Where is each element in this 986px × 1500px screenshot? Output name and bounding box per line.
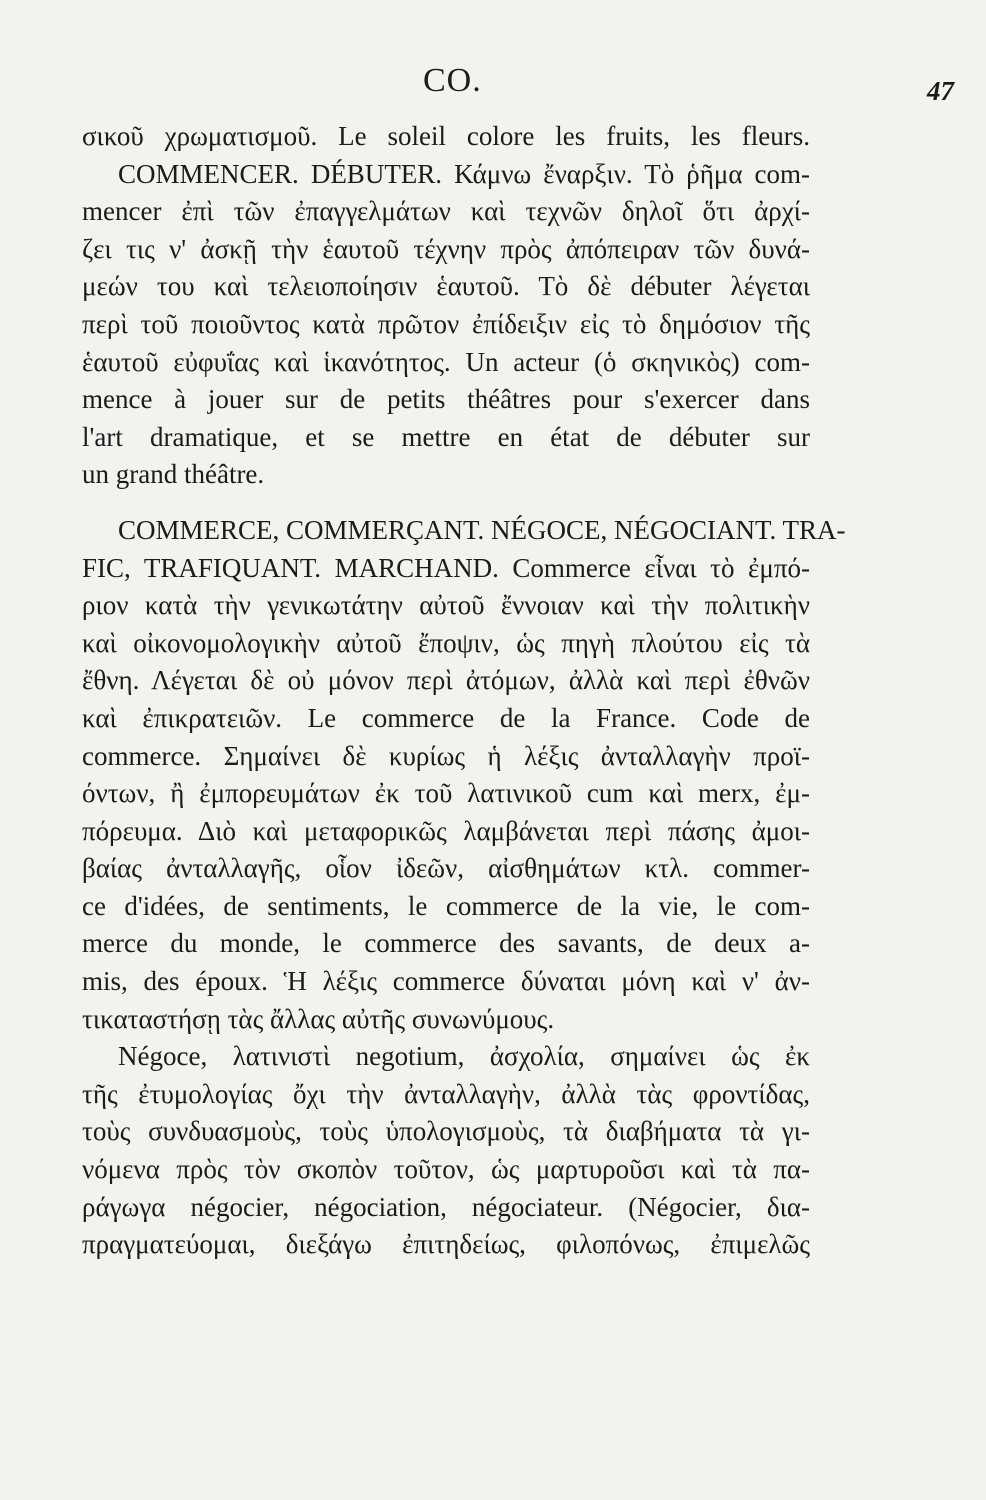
paragraph-gap [82,494,810,512]
text-line: τικαταστήσῃ τὰς ἄλλας αὐτῆς συνωνύμους. [82,1003,555,1034]
text-line: περὶ τοῦ ποιοῦντος κατὰ πρῶτον ἐπίδειξιν εἰς τὸ δημόσιον τῆς [82,308,810,339]
text-line: πραγματεύομαι, διεξάγω ἐπιτηδείως, φιλοπόνως, ἐπιμελῶς [82,1229,810,1260]
entry-headword-commerce: COMMERCE, COMMERÇANT. NÉGOCE, NÉGOCIANT. TRA- [118,514,846,545]
text-line: μεών του καὶ τελειοποίησιν ἑαυτοῦ. Τὸ δὲ débuter λέγεται [82,271,810,302]
page-number: 47 [927,76,954,106]
text-line: ἔθνη. Λέγεται δὲ οὐ μόνον περὶ ἀτόμων, ἀλλὰ καὶ περὶ ἐθνῶν [82,665,810,696]
text-line: merce du monde, le commerce des savants, de deux a- [82,928,810,959]
text-line: σικοῦ χρωματισμοῦ. Le soleil colore les fruits, les fleurs. [82,121,810,151]
text-line: ce d'idées, de sentiments, le commerce de la vie, le com- [82,890,810,921]
text-line: FIC, TRAFIQUANT. MARCHAND. Commerce εἶναι τὸ ἐμπό- [82,552,810,583]
text-line: τοὺς συνδυασμοὺς, τοὺς ὑπολογισμοὺς, τὰ διαβήματα τὰ γι- [82,1116,810,1147]
text-line: νόμενα πρὸς τὸν σκοπὸν τοῦτον, ὡς μαρτυροῦσι καὶ τὰ πα- [82,1154,810,1185]
text-line: καὶ ἐπικρατειῶν. Le commerce de la France. Code de [82,702,810,733]
text-line: mencer ἐπὶ τῶν ἐπαγγελμάτων καὶ τεχνῶν δηλοῖ ὅτι ἀρχί- [82,196,810,227]
text-line: ράγωγα négocier, négociation, négociateur. (Négocier, δια- [82,1191,810,1222]
text-line: καὶ οἰκονομολογικὴν αὐτοῦ ἔποψιν, ὡς πηγὴ πλούτου εἰς τὰ [82,627,810,658]
text-line: τῆς ἐτυμολογίας ὄχι τὴν ἀνταλλαγὴν, ἀλλὰ τὰς φροντίδας, [82,1078,810,1109]
text-line: όντων, ἢ ἐμπορευμάτων ἐκ τοῦ λατινικοῦ cum καὶ merx, ἐμ- [82,778,810,809]
text-line: un grand théâtre. [82,459,265,490]
text-line: βαίας ἀνταλλαγῆς, οἷον ἰδεῶν, αἰσθημάτων κτλ. commer- [82,853,810,884]
text-line: commerce. Σημαίνει δὲ κυρίως ἡ λέξις ἀνταλλαγὴν προϊ- [82,740,810,771]
text-line: mence à jouer sur de petits théâtres pour s'exercer dans [82,384,810,415]
text-line: ζει τις ν' ἀσκῇ τὴν ἑαυτοῦ τέχνην πρὸς ἀπόπειραν τῶν δυνά- [82,233,810,264]
paragraph-negoce: Négoce, λατινιστὶ negotium, ἀσχολία, σημαίνει ὡς ἐκ [118,1041,810,1072]
page-body [82,118,846,1264]
text-line: mis, des époux. Ἡ λέξις commerce δύναται μόνη καὶ ν' ἀν- [82,966,810,997]
text-line: l'art dramatique, et se mettre en état de débuter sur [82,421,810,452]
text-line: ἑαυτοῦ εὐφυΐας καὶ ἱκανότητος. Un acteur (ὁ σκηνικὸς) com- [82,346,810,377]
text-line: πόρευμα. Διὸ καὶ μεταφορικῶς λαμβάνεται περὶ πάσης ἀμοι- [82,815,810,846]
text-line: ριον κατὰ τὴν γενικωτάτην αὐτοῦ ἔννοιαν καὶ τὴν πολιτικὴν [82,590,810,621]
running-head: CO. [423,62,482,99]
entry-headword-commencer: COMMENCER. DÉBUTER. Κάμνω ἔναρξιν. Τὸ ῥῆμα com- [118,158,810,189]
